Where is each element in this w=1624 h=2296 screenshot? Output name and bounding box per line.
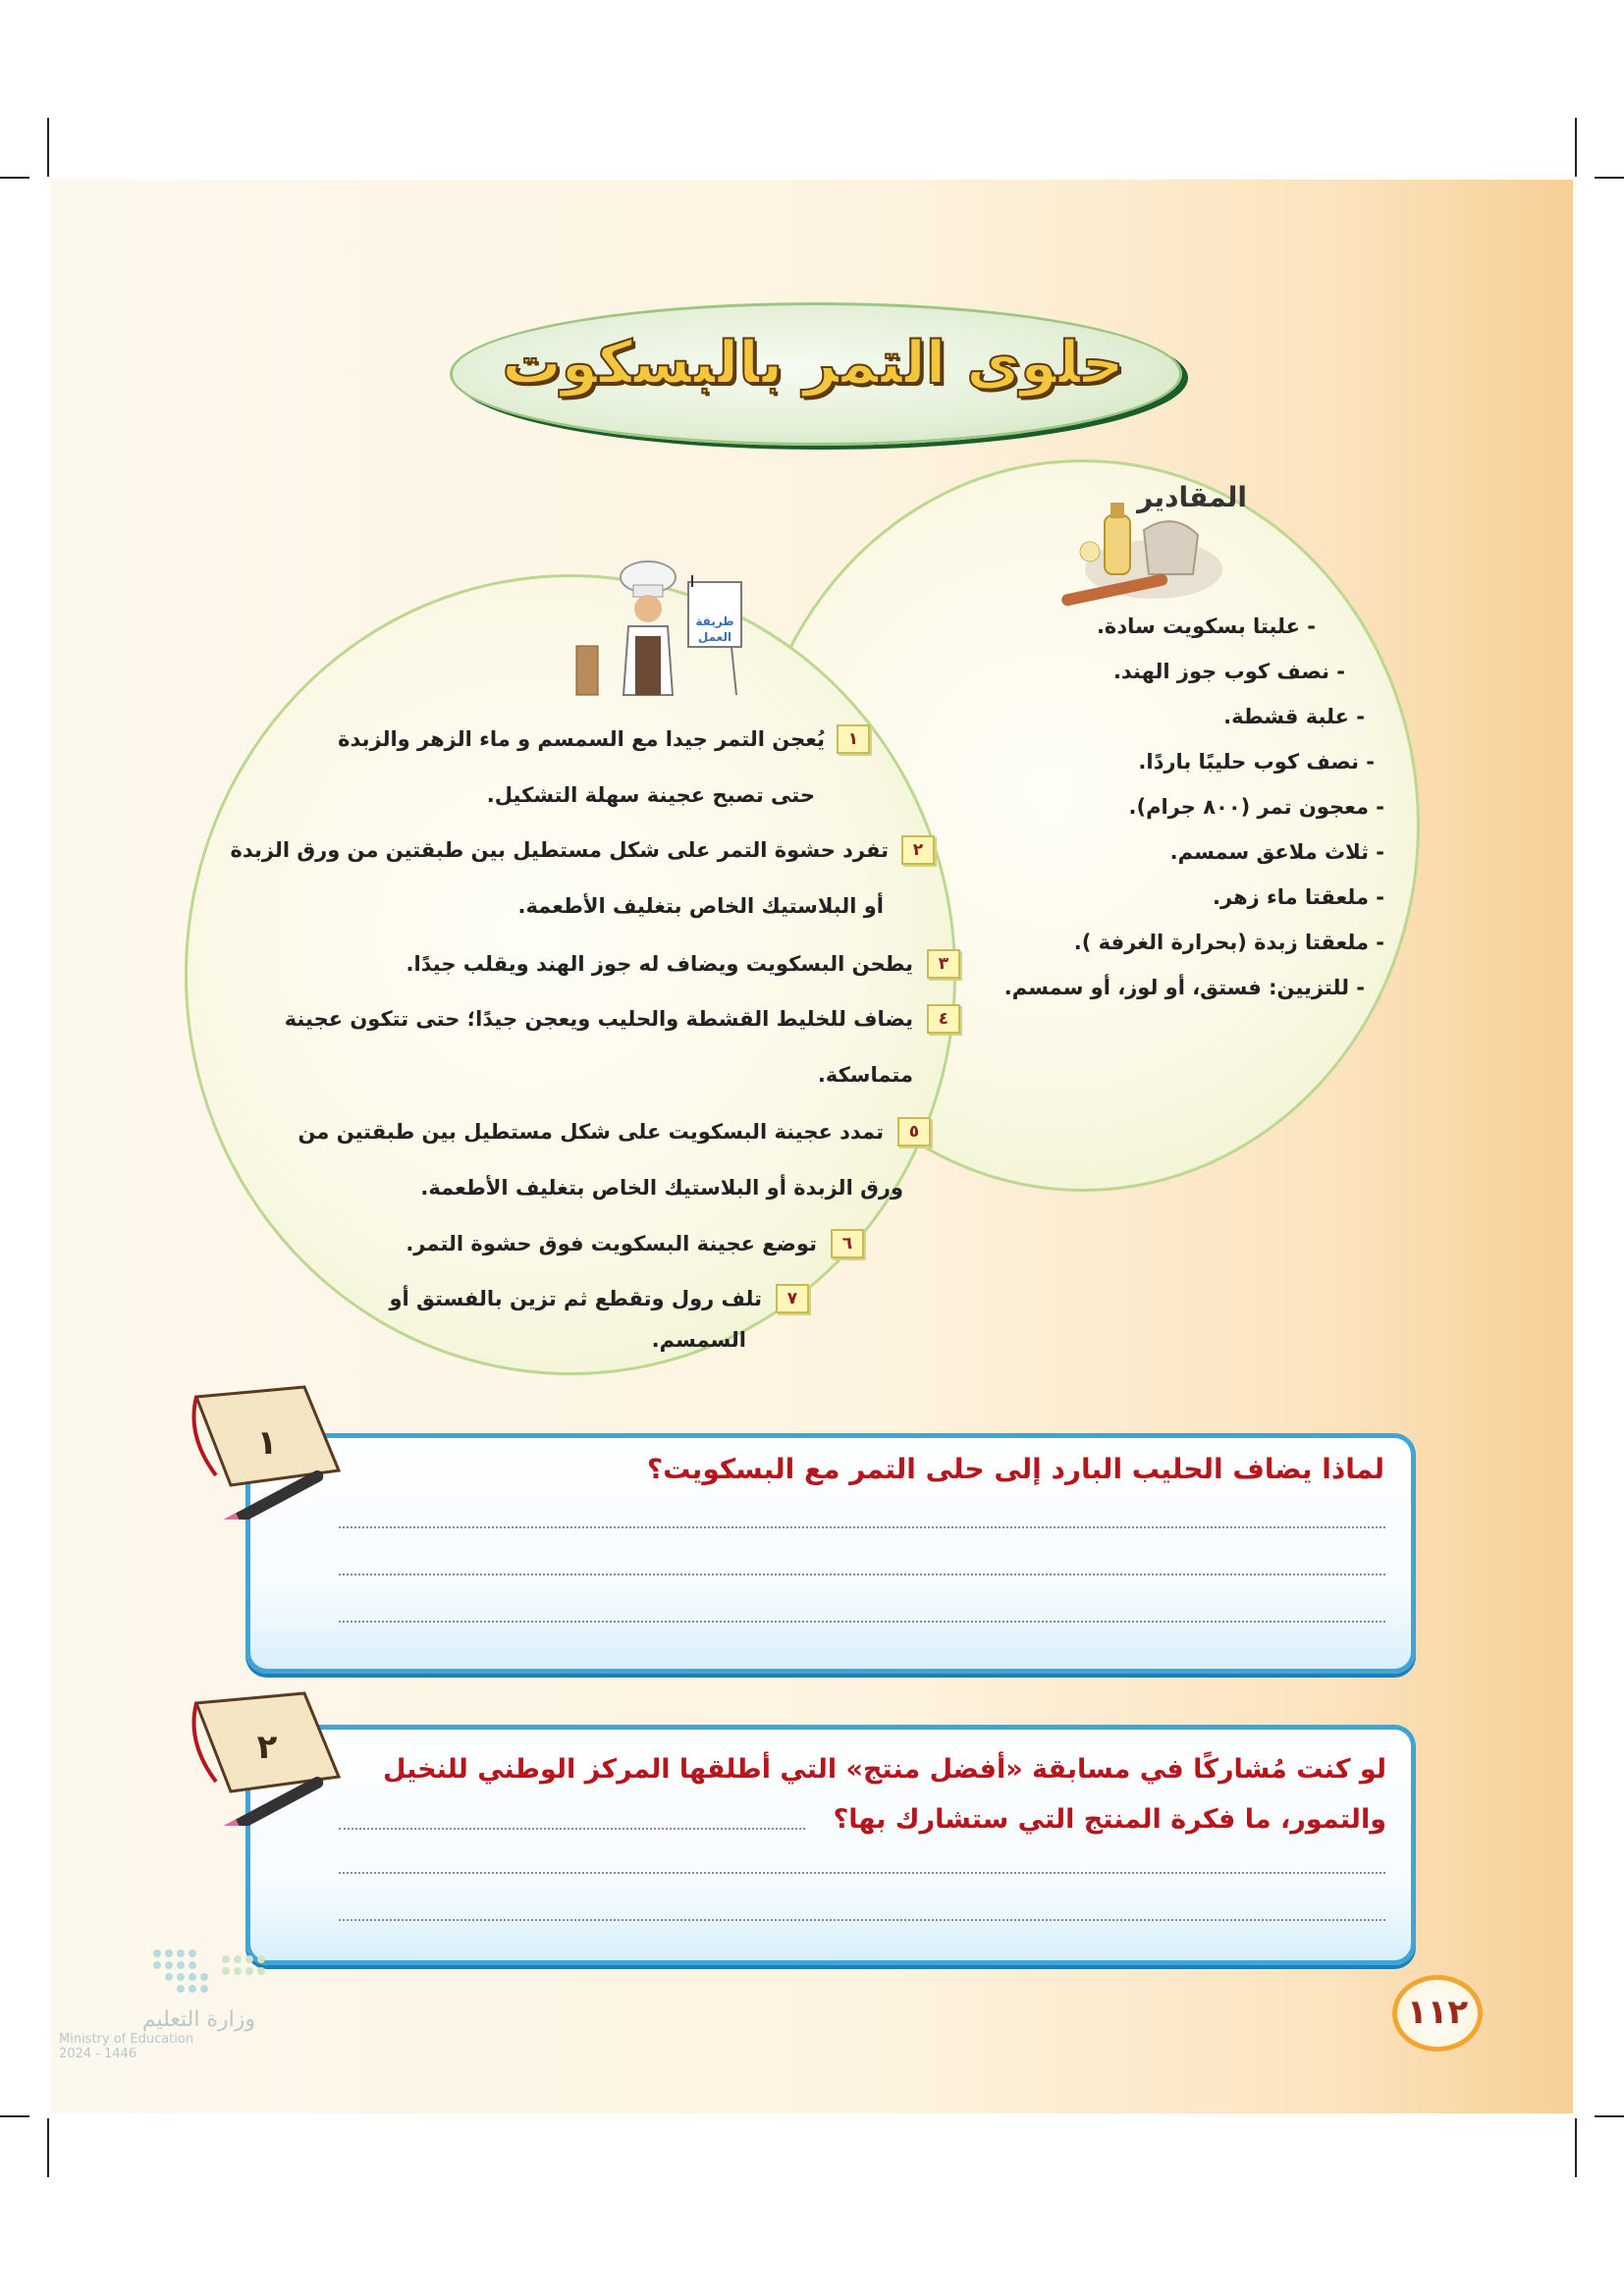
question-text: والتمور، ما فكرة المنتج التي ستشارك بها؟ <box>833 1804 1386 1835</box>
trim-mark <box>1595 2115 1624 2117</box>
trim-mark <box>47 118 49 177</box>
method-badge-line: طريقة <box>695 614 734 628</box>
question-text: لو كنت مُشاركًا في مسابقة «أفضل منتج» التي أطلقها المركز الوطني للنخيل <box>383 1754 1386 1785</box>
step-text: توضع عجينة البسكويت فوق حشوة التمر. <box>406 1232 817 1255</box>
trim-mark <box>0 2115 29 2117</box>
ingredient-item: - علبتا بسكويت سادة. <box>1096 614 1316 638</box>
ministry-name-ar: وزارة التعليم <box>141 2007 255 2032</box>
step-number: ١ <box>837 724 870 754</box>
method-badge <box>690 614 739 645</box>
ingredient-item: - للتزيين: فستق، أو لوز، أو سمسم. <box>1003 976 1365 999</box>
step-text: أو البلاستيك الخاص بتغليف الأطعمة. <box>517 894 884 918</box>
step-text: متماسكة. <box>817 1063 913 1087</box>
step-text: تلف رول وتقطع ثم تزين بالفستق أو <box>389 1287 762 1310</box>
step-number: ٦ <box>831 1229 864 1258</box>
trim-mark <box>1575 118 1577 177</box>
trim-mark <box>47 2118 49 2177</box>
method-badge-line: العمل <box>697 630 732 644</box>
step-number: ٧ <box>776 1284 809 1313</box>
step-text: السمسم. <box>651 1328 746 1352</box>
step-number: ٢ <box>901 835 935 865</box>
question-text: لماذا يضاف الحليب البارد إلى حلى التمر مع البسكويت؟ <box>646 1453 1384 1485</box>
ingredient-item: - علبة قشطة. <box>1223 705 1365 728</box>
question-number: ١ <box>256 1423 278 1463</box>
ingredient-item: - ملعقتا ماء زهر. <box>1213 885 1384 909</box>
ministry-name-en: Ministry of Education <box>59 2032 194 2047</box>
step-text: تفرد حشوة التمر على شكل مستطيل بين طبقتين من ورق الزبدة <box>230 838 889 862</box>
ingredient-item: - ملعقتا زبدة (بحرارة الغرفة ). <box>1073 931 1384 954</box>
step-number: ٥ <box>897 1117 931 1147</box>
answer-line[interactable] <box>339 1526 1385 1528</box>
trim-mark <box>1575 2118 1577 2177</box>
ministry-year: 2024 - 1446 <box>59 2047 137 2061</box>
step-text: يضاف للخليط القشطة والحليب ويعجن جيدًا؛ حتى تتكون عجينة <box>284 1007 913 1031</box>
step-text: تمدد عجينة البسكويت على شكل مستطيل بين طبقتين من <box>298 1120 884 1144</box>
step-text: حتى تصبح عجينة سهلة التشكيل. <box>486 783 815 807</box>
ingredient-item: - ثلاث ملاعق سمسم. <box>1169 840 1384 864</box>
answer-line[interactable] <box>339 1828 805 1830</box>
ingredient-item: - نصف كوب حليبًا باردًا. <box>1138 750 1375 774</box>
page-title: حلوى التمر بالبسكوت <box>502 329 1124 398</box>
answer-line[interactable] <box>339 1872 1385 1874</box>
trim-mark <box>1595 177 1624 179</box>
step-text: يُعجن التمر جيدا مع السمسم و ماء الزهر والزبدة <box>338 727 825 751</box>
step-number: ٣ <box>927 949 960 979</box>
ministry-logo <box>59 2007 255 2061</box>
ingredients-heading: المقادير <box>1137 481 1247 513</box>
step-text: يطحن البسكويت ويضاف له جوز الهند ويقلب جيدًا. <box>406 952 913 976</box>
answer-line[interactable] <box>339 1574 1385 1575</box>
step-number: ٤ <box>927 1004 960 1034</box>
question-number: ٢ <box>256 1728 278 1767</box>
ingredient-item: - نصف كوب جوز الهند. <box>1112 660 1345 683</box>
page-number: ١١٢ <box>1392 1975 1483 2052</box>
ingredients-list <box>972 604 1404 1010</box>
step-text: ورق الزبدة أو البلاستيك الخاص بتغليف الأطعمة. <box>420 1176 903 1200</box>
ingredient-item: - معجون تمر (٨٠٠ جرام). <box>1128 795 1384 819</box>
answer-line[interactable] <box>339 1621 1385 1623</box>
ministry-logo-icon <box>147 1944 295 2002</box>
trim-mark <box>0 177 29 179</box>
answer-line[interactable] <box>339 1919 1385 1921</box>
